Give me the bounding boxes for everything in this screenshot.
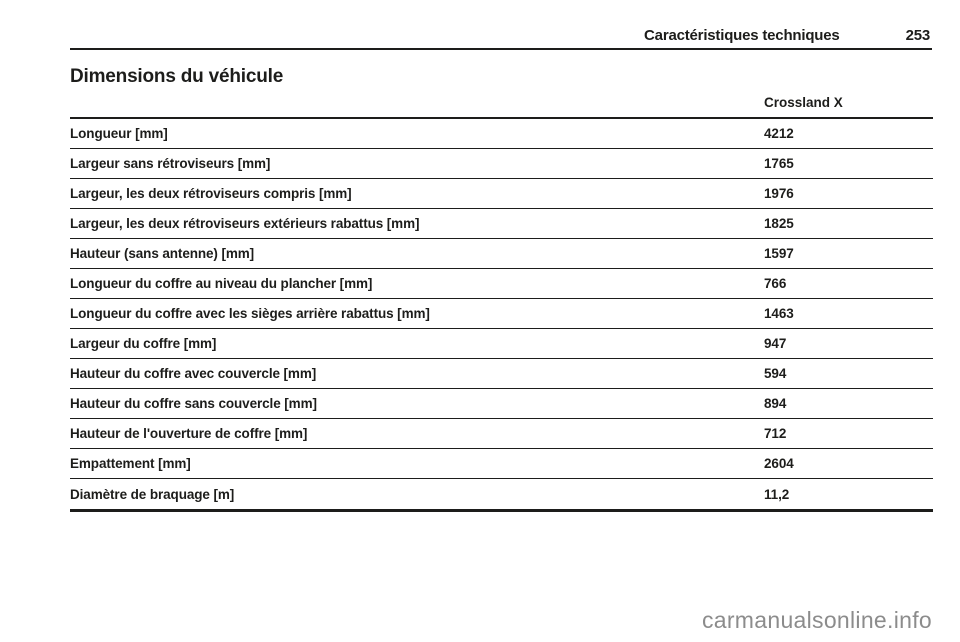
dimension-label: Hauteur du coffre avec couvercle [mm] (70, 366, 317, 381)
dimensions-table-body (70, 119, 933, 509)
dimension-label: Empattement [mm] (70, 456, 191, 471)
dimension-label: Hauteur (sans antenne) [mm] (70, 246, 255, 261)
table-row (70, 239, 933, 269)
dimension-value: 2604 (764, 456, 794, 471)
dimensions-table (70, 117, 933, 512)
table-row (70, 479, 933, 509)
header-divider (70, 48, 932, 50)
table-column-header: Crossland X (764, 95, 843, 110)
dimension-value: 1765 (764, 156, 794, 171)
page-title: Dimensions du véhicule (70, 66, 284, 87)
table-row (70, 179, 933, 209)
page-number: 253 (905, 27, 930, 44)
dimension-value: 894 (764, 396, 787, 411)
dimension-value: 947 (764, 336, 787, 351)
dimension-value: 4212 (764, 126, 794, 141)
table-row (70, 149, 933, 179)
page-header (70, 27, 930, 44)
table-row (70, 119, 933, 149)
table-row (70, 329, 933, 359)
table-row (70, 359, 933, 389)
table-row (70, 389, 933, 419)
dimension-label: Longueur [mm] (70, 126, 168, 141)
dimension-label: Longueur du coffre avec les sièges arrière rabattus [mm] (70, 306, 430, 321)
section-title: Caractéristiques techniques (644, 27, 840, 44)
table-row (70, 419, 933, 449)
dimension-value: 712 (764, 426, 787, 441)
dimension-value: 1463 (764, 306, 794, 321)
dimension-value: 11,2 (764, 486, 790, 502)
dimension-label: Longueur du coffre au niveau du plancher [mm] (70, 276, 373, 291)
dimension-label: Largeur sans rétroviseurs [mm] (70, 156, 271, 171)
table-row (70, 449, 933, 479)
dimension-label: Largeur du coffre [mm] (70, 336, 217, 351)
dimension-value: 1976 (764, 186, 794, 201)
watermark-text: carmanualsonline.info (701, 607, 932, 633)
dimension-value: 1597 (764, 246, 794, 261)
table-row (70, 299, 933, 329)
dimension-value: 594 (764, 366, 787, 381)
dimension-label: Diamètre de braquage [m] (70, 486, 235, 502)
dimension-label: Hauteur de l'ouverture de coffre [mm] (70, 426, 308, 441)
dimension-value: 1825 (764, 216, 794, 231)
table-row (70, 209, 933, 239)
dimension-value: 766 (764, 276, 787, 291)
dimension-label: Largeur, les deux rétroviseurs extérieurs rabattus [mm] (70, 216, 420, 231)
dimension-label: Hauteur du coffre sans couvercle [mm] (70, 396, 317, 411)
dimension-label: Largeur, les deux rétroviseurs compris [mm] (70, 186, 352, 201)
table-row (70, 269, 933, 299)
